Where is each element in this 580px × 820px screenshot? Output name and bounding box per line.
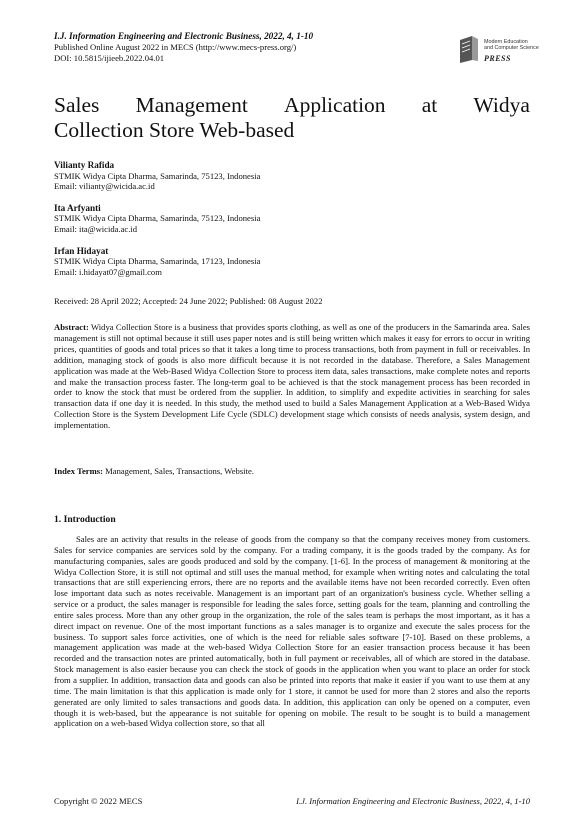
abstract-text: Widya Collection Store is a business that provides sports clothing, as well as one of the producers in the Samarinda area. Sales management is still not optimal because it still uses paper notes and is still being written which makes it easy for errors to occur in writing prices, quantities of goods and total prices so that it takes a long time to process transactions, both from payment in full or receivables. In addition, managing stock of goods is also more difficult because it is not recorded in the database. Therefore, a Sales Management application was made at the Web-Based Widya Collection Store to process item data, sales transactions, make complete notes and reports and make the transaction process faster. The long-term goal to be achieved is that the stock management process has been recorded in order to know the stock that must be ordered from the supplier. In addition, to simplify and expedite activities in searching for sales transaction data if one day it is needed. In this study, the method used to build a Sales Management Application at a Web-Based Widya Collection Store is the System Development Life Cycle (SDLC) development stage which consists of needs analysis, system design, and implementation. xyxy=(54,322,530,431)
page-footer xyxy=(54,796,530,806)
title-line-2: Collection Store Web-based xyxy=(54,118,295,142)
title-word: Widya xyxy=(473,93,530,117)
logo-line-1: Modern Education xyxy=(484,39,528,45)
section-heading: 1. Introduction xyxy=(54,514,116,525)
mecs-logo xyxy=(458,30,538,72)
doi-line: DOI: 10.5815/ijieeb.2022.04.01 xyxy=(54,53,165,63)
submission-dates: Received: 28 April 2022; Accepted: 24 June 2022; Published: 08 August 2022 xyxy=(54,296,323,306)
index-terms-label: Index Terms: xyxy=(54,466,103,476)
logo-line-2: and Computer Science xyxy=(484,45,539,51)
author-affiliation: STMIK Widya Cipta Dharma, Samarinda, 17123, Indonesia xyxy=(54,256,261,267)
author-name: Ita Arfyanti xyxy=(54,202,101,213)
title-word: Application xyxy=(284,93,386,117)
author-block xyxy=(54,160,530,192)
author-email: Email: ita@wicida.ac.id xyxy=(54,223,138,234)
title-word: at xyxy=(421,93,438,117)
author-email: Email: i.hidayat07@gmail.com xyxy=(54,266,162,277)
author-affiliation: STMIK Widya Cipta Dharma, Samarinda, 75123, Indonesia xyxy=(54,213,261,224)
book-stack-icon xyxy=(458,34,480,64)
author-list xyxy=(54,160,530,288)
published-line: Published Online August 2022 in MECS (http://www.mecs-press.org/) xyxy=(54,42,297,52)
abstract-label: Abstract: xyxy=(54,322,89,332)
footer-journal: I.J. Information Engineering and Electronic Business, 2022, 4, 1-10 xyxy=(296,796,530,806)
index-terms xyxy=(54,466,530,476)
introduction-paragraph: Sales are an activity that results in the release of goods from the company so that the company receives money from customers. Sales for service companies are services sold by the company. For a trading company, it is the goods traded by the company. As for manufacturing companies, sales are goods produced and sold by the company. [1-6]. In the process of management & monitoring at the Widya Collection Store, it is still not optimal and still uses the manual method, for example when writing notes and calculating the total transactions that are still experiencing errors, there are no reports and the available items have not been recorded correctly. Even often lose important data such as notes receivable. Management is an important part of an organization's business cycle. Whether selling a service or a product, the sales manager is responsible for leading the sales force, setting goals for the team, planning and controlling the entire sales process. More than any other group in the organization, the role of the sales team is perhaps the most important, as it has a direct impact on revenue. One of the most important functions as a sales manager is to organize and execute the sales process for the business. To support sales force activities, one of which is the need for reliable sales software [7-10]. Based on these problems, a management application was made at the web-based Widya Collection Store for an easier transaction process because it has been recorded and the transaction notes are printed automatically, both in full payment or receivables, all of which are stored in the database. Stock management is also easier because you can check the stock of goods in the application when you want to place an order for stock from a supplier. In addition, transaction data and goods can also be printed into reports that make it easier if you want to use them at any time. The main limitation is that this application is made only for 1 store, it cannot be used for more than 2 stores and also the reports generated are only limited to sales transactions and goods data. In addition, this application can only be opened on a computer, even though it is web-based, but the appearance is not suitable for opening on mobile. The result to be sought is to build a management application on a web-based Widya collection store, so that all xyxy=(54,534,530,729)
author-block xyxy=(54,203,530,235)
title-line-1 xyxy=(54,93,530,118)
title-word: Sales xyxy=(54,93,100,117)
journal-citation: I.J. Information Engineering and Electronic Business, 2022, 4, 1-10 xyxy=(54,31,314,41)
title-word: Management xyxy=(135,93,248,117)
paper-title xyxy=(54,93,530,143)
author-name: Vilianty Rafida xyxy=(54,160,115,170)
author-email: Email: vilianty@wicida.ac.id xyxy=(54,181,155,192)
author-affiliation: STMIK Widya Cipta Dharma, Samarinda, 75123, Indonesia xyxy=(54,170,261,181)
journal-header xyxy=(54,31,434,64)
logo-press: PRESS xyxy=(484,54,511,63)
footer-copyright: Copyright © 2022 MECS xyxy=(54,796,143,806)
abstract xyxy=(54,322,530,431)
author-name: Irfan Hidayat xyxy=(54,245,109,256)
index-terms-text: Management, Sales, Transactions, Website. xyxy=(105,466,254,476)
author-block xyxy=(54,246,530,278)
